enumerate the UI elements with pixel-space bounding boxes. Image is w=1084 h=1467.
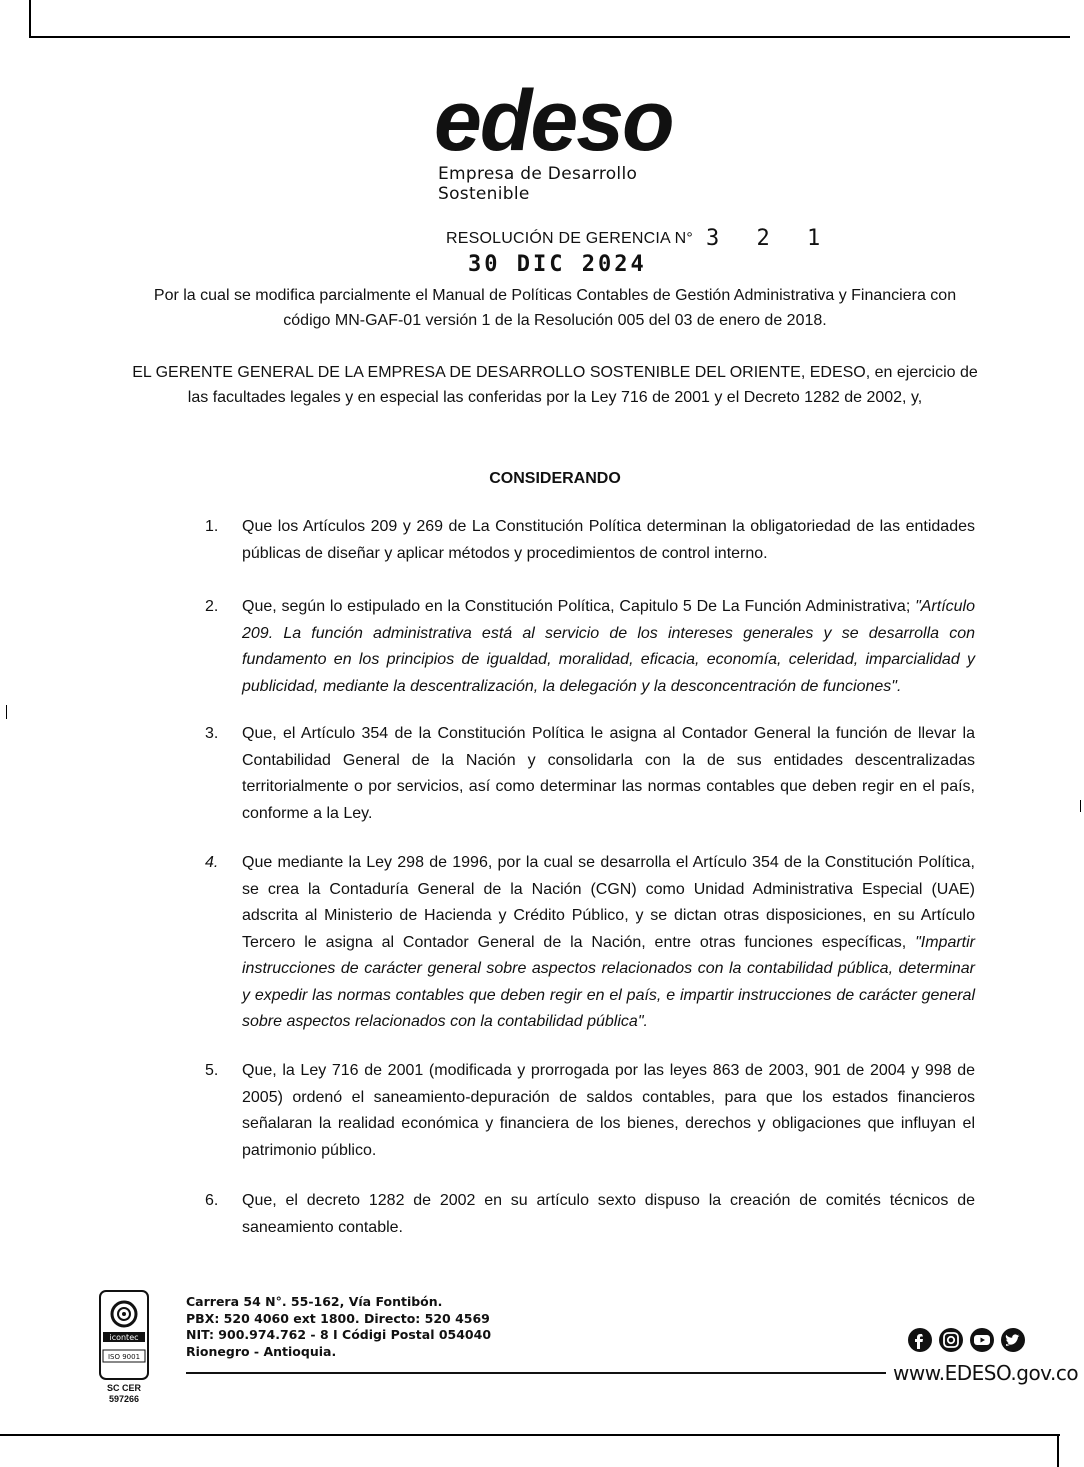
resolution-date-stamp: 30 DIC 2024 <box>468 252 647 277</box>
seal-standard: ISO 9001 <box>107 1353 141 1361</box>
social-icons <box>906 1326 1036 1354</box>
address-line: Rionegro - Antioquia. <box>186 1343 337 1359</box>
scan-border-right-tick <box>1057 1434 1059 1467</box>
item-text: Que, según lo estipulado en la Constitución Política, Capitulo 5 De La Función Administrativa; <box>242 598 916 615</box>
twitter-icon[interactable] <box>1001 1328 1025 1352</box>
scan-border-bottom <box>0 1434 1060 1436</box>
considerando-item <box>205 1188 975 1241</box>
logo-subtitle: Empresa de Desarrollo Sostenible <box>438 164 638 204</box>
youtube-icon[interactable] <box>970 1328 994 1352</box>
seal-certificate <box>96 1383 152 1405</box>
considerando-item <box>205 850 975 1036</box>
item-number: 1. <box>205 518 219 535</box>
item-text: Que, la Ley 716 de 2001 (modificada y prorrogada por las leyes 863 de 2003, 901 de 2004 y 998 de 2005) ordenó el saneamiento-depuración de saldos contables, para que los estados financieros señalaran la realidad económica y financiera de los bienes, derechos y obligaciones que influyan el patrimonio público. <box>242 1062 975 1159</box>
item-text: Que mediante la Ley 298 de 1996, por la cual se desarrolla el Artículo 354 de la Constitución Política, se crea la Contaduría General de la Nación (CGN) como Unidad Administrativa Especial (UAE) adscrita al Ministerio de Hacienda y Crédito Público, y se dictan otras disposiciones, en su Artículo Tercero le asigna al Contador General de la Nación, entre otras funciones específicas, <box>242 854 975 951</box>
considerando-item <box>205 1058 975 1164</box>
footer-address <box>186 1294 491 1360</box>
scan-mark-right <box>1080 800 1081 812</box>
instagram-icon[interactable] <box>939 1328 963 1352</box>
considerando-heading: CONSIDERANDO <box>489 470 621 487</box>
resolution-subject: Por la cual se modifica parcialmente el Manual de Políticas Contables de Gestión Administrativa y Financiera con código MN-GAF-01 versión 1 de la Resolución 005 del 03 de enero de 2018. <box>153 287 957 329</box>
edeso-logo <box>434 73 724 204</box>
item-number: 6. <box>205 1192 219 1209</box>
icontec-seal <box>99 1290 149 1380</box>
seal-brand: icontec <box>109 1333 139 1342</box>
item-text: Que los Artículos 209 y 269 de La Constitución Política determinan la obligatoriedad de las entidades públicas de diseñar y aplicar métodos y procedimientos de control interno. <box>242 518 975 562</box>
item-number: 3. <box>205 725 219 742</box>
icontec-seal-icon <box>99 1290 149 1380</box>
resolution-number: 3 2 1 <box>706 226 833 251</box>
footer-rule <box>186 1372 886 1374</box>
considerando-item <box>205 594 975 700</box>
item-number: 5. <box>205 1062 219 1079</box>
item-text: Que, el decreto 1282 de 2002 en su artículo sexto dispuso la creación de comités técnicos de saneamiento contable. <box>242 1192 975 1236</box>
address-line: Carrera 54 N°. 55-162, Vía Fontibón. <box>186 1294 443 1309</box>
facebook-icon[interactable] <box>908 1328 932 1352</box>
address-line: NIT: 900.974.762 - 8 I Códigi Postal 054040 <box>186 1327 492 1342</box>
considerando-item <box>205 514 975 567</box>
scan-border-top <box>30 36 1070 38</box>
scan-border-left <box>29 0 31 38</box>
resolution-title: RESOLUCIÓN DE GERENCIA N° <box>446 230 693 247</box>
scan-mark-left <box>6 705 7 719</box>
seal-cert-line1: SC CER <box>106 1383 141 1393</box>
website-link[interactable]: www.EDESO.gov.co <box>893 1361 1079 1385</box>
item-quote: "Impartir instrucciones de carácter general sobre aspectos relacionados con la contabilidad pública, determinar y expedir las normas contables que deben regir en el país, e impartir instrucciones de carácter general sobre aspectos relacionados con la contabilidad pública". <box>242 933 975 1030</box>
item-text: Que, el Artículo 354 de la Constitución Política le asigna al Contador General la función de llevar la Contabilidad General de la Nación y consolidarla con la de sus entidades descentralizadas territorialmente o por servicios, así como determinar las normas contables que deben regir en el país, conforme a la Ley. <box>242 725 975 822</box>
item-quote: "Artículo 209. La función administrativa está al servicio de los intereses generales y se desarrolla con fundamento en los principios de igualdad, moralidad, eficacia, economía, celeridad, imparcialidad y publicidad, mediante la descentralización, la delegación y la desconcentración de funciones". <box>242 598 975 695</box>
issuer-statement: EL GERENTE GENERAL DE LA EMPRESA DE DESARROLLO SOSTENIBLE DEL ORIENTE, EDESO, en ejercicio de las facultades legales y en especial las conferidas por la Ley 716 de 2001 y el Decreto 1282 de 2002, y, <box>132 364 978 406</box>
considerando-item <box>205 721 975 827</box>
item-number: 4. <box>205 854 219 871</box>
item-number: 2. <box>205 598 219 615</box>
address-line: PBX: 520 4060 ext 1800. Directo: 520 4569 <box>186 1310 490 1326</box>
seal-cert-line2: 597266 <box>108 1394 140 1404</box>
logo-wordmark: edeso <box>434 73 673 169</box>
